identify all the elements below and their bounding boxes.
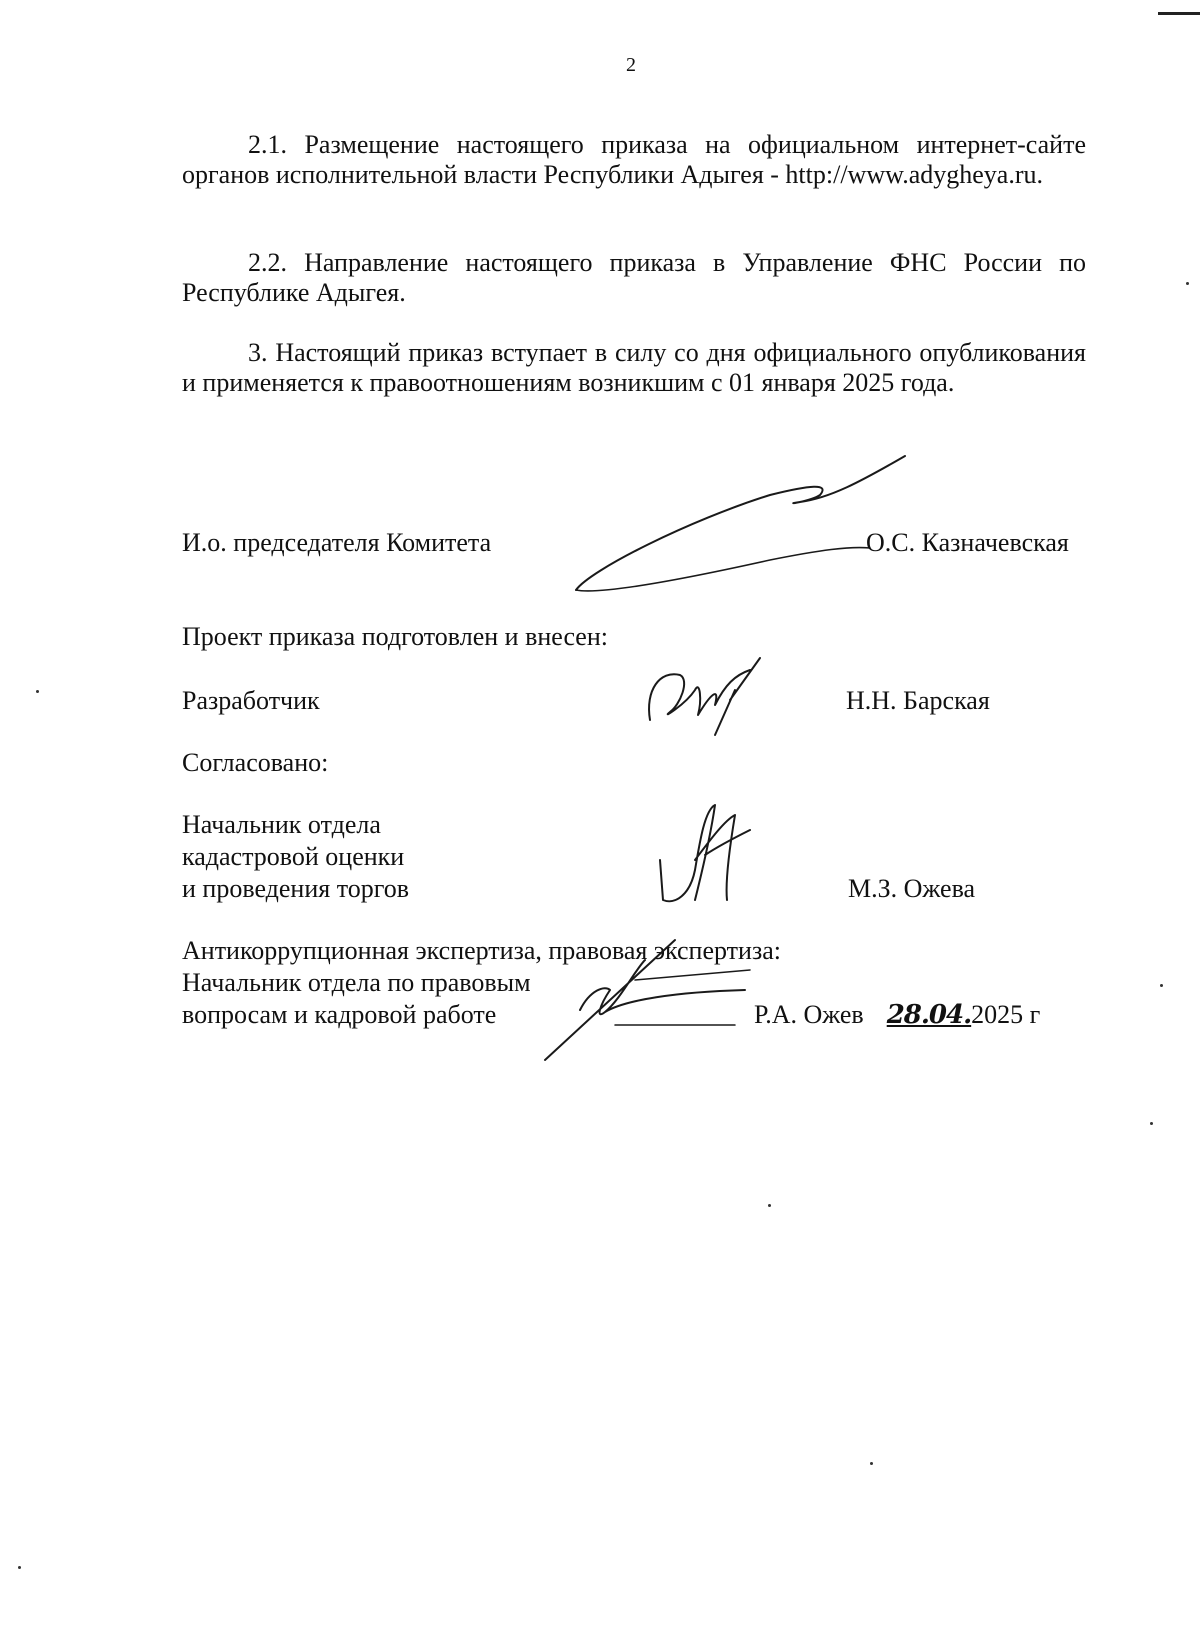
paragraph-2-1: 2.1. Размещение настоящего приказа на официальном интернет-сайте органов исполнительной власти Республики Адыгея - http://www.adygheya.ru. (182, 130, 1086, 189)
cadastral-title-line2: кадастровой оценки (182, 842, 405, 871)
legal-title-line1: Начальник отдела по правовым (182, 968, 531, 997)
scan-speck (18, 1566, 21, 1569)
legal-name: Р.А. Ожев (754, 1000, 864, 1029)
developer-name: Н.Н. Барская (846, 686, 990, 715)
developer-signature (640, 650, 770, 740)
agreed-heading: Согласовано: (182, 748, 329, 777)
legal-signature (545, 930, 775, 1070)
legal-title-line2: вопросам и кадровой работе (182, 1000, 497, 1029)
scan-edge-mark (1158, 12, 1200, 15)
date-year: 2025 г (971, 1000, 1041, 1029)
legal-signoff (754, 1000, 1040, 1030)
scan-speck (768, 1204, 771, 1207)
scan-speck (36, 690, 39, 693)
scan-speck (1150, 1122, 1153, 1125)
chair-title: И.о. председателя Комитета (182, 528, 492, 557)
page-number: 2 (626, 54, 636, 76)
expertise-heading: Антикоррупционная экспертиза, правовая экспертиза: (182, 936, 781, 965)
handwritten-date: 28.04. (886, 1000, 972, 1030)
scan-speck (870, 1462, 873, 1465)
project-heading: Проект приказа подготовлен и внесен: (182, 622, 608, 651)
chair-signature (570, 450, 910, 600)
cadastral-name: М.З. Ожева (848, 874, 976, 903)
scan-speck (1160, 984, 1163, 987)
paragraph-2-2: 2.2. Направление настоящего приказа в Управление ФНС России по Республике Адыгея. (182, 248, 1086, 307)
chair-name: О.С. Казначевская (866, 528, 1069, 557)
scan-speck (1186, 282, 1189, 285)
cadastral-signature (655, 800, 755, 910)
cadastral-title-line3: и проведения торгов (182, 874, 410, 903)
cadastral-title-line1: Начальник отдела (182, 810, 381, 839)
developer-title: Разработчик (182, 686, 320, 715)
paragraph-3: 3. Настоящий приказ вступает в силу со дня официального опубликования и применяется к правоотношениям возникшим с 01 января 2025 года. (182, 338, 1086, 397)
